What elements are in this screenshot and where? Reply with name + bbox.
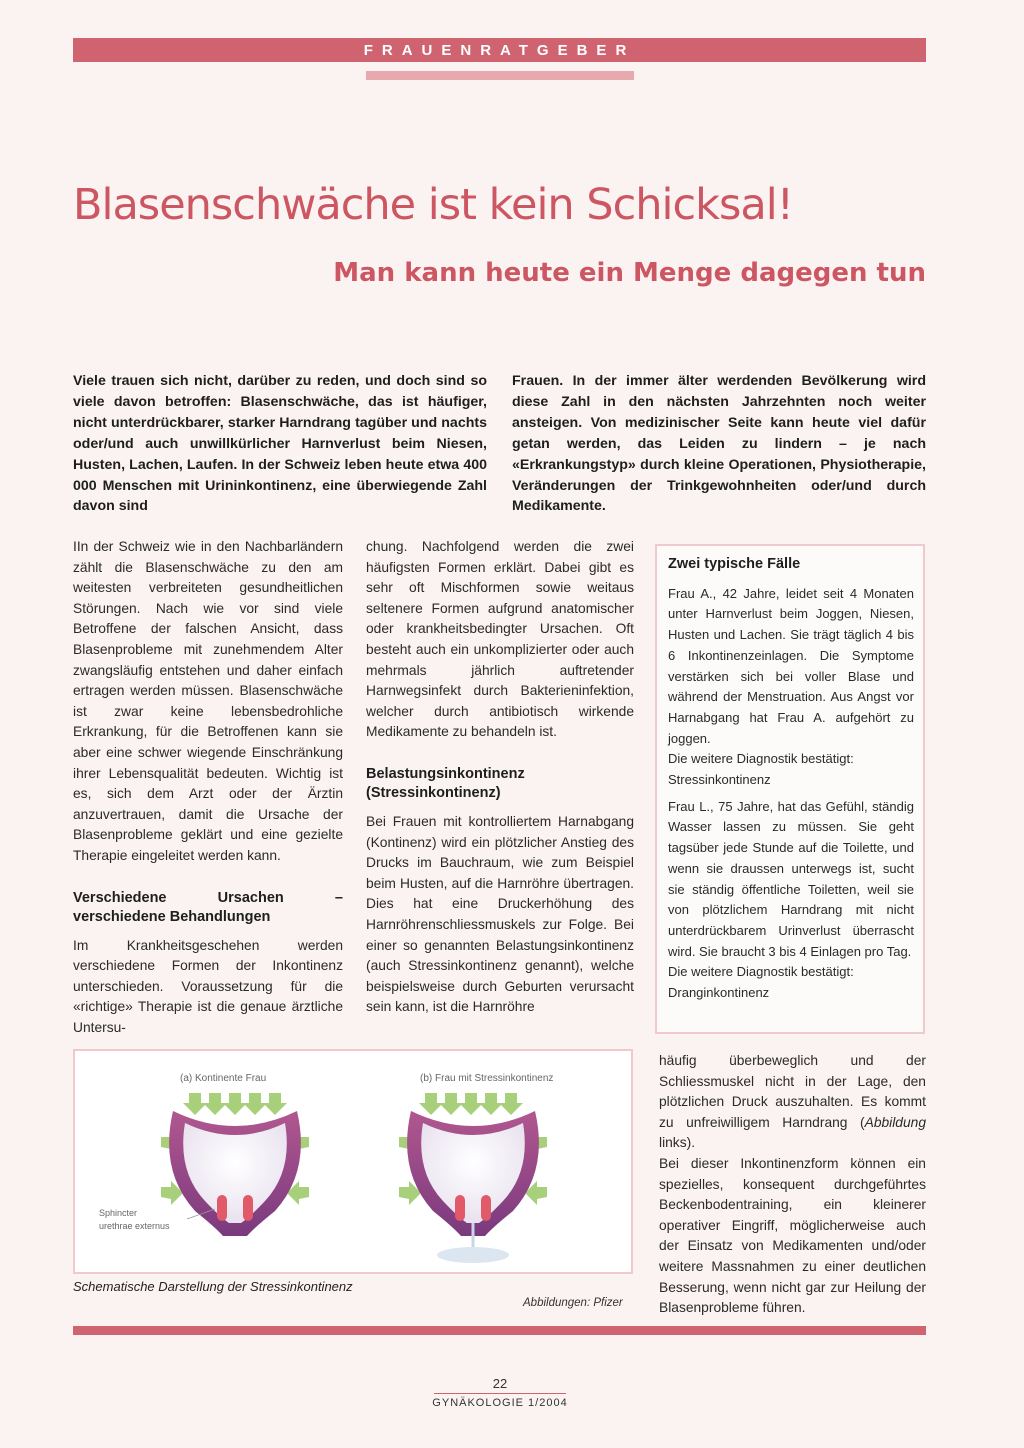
bladder-illustration: [75, 1051, 631, 1272]
figure-caption: Schematische Darstellung der Stressinkontinenz: [73, 1279, 353, 1294]
section-header-bar: [73, 38, 926, 62]
text-run: links).: [659, 1135, 696, 1151]
section-heading: Belastungsinkontinenz (Stressinkontinenz): [366, 765, 525, 801]
footer-divider: [434, 1393, 566, 1394]
case-text: Frau L., 75 Jahre, hat das Gefühl, ständig Wasser lassen zu müssen. Sie geht tagsüber jede Stunde auf die Toilette, und wenn sie draussen unterwegs ist, sucht sie ständig öffentliche Toiletten, weil sie von plötzlichem Harndrang mit nicht unterdrückbarem Urinverlust überrascht wird. Sie braucht 3 bis 4 Einlagen pro Tag.: [668, 798, 914, 959]
stress-incontinence-bladder-diagram: [399, 1093, 547, 1263]
bladder-figure: [73, 1049, 633, 1274]
diagnosis-label: Die weitere Diagnostik bestätigt:: [668, 751, 854, 767]
article-subtitle: Man kann heute ein Menge dagegen tun: [333, 258, 926, 288]
sphincter-label-1: Sphincter: [99, 1208, 138, 1218]
page-number: 22: [492, 1376, 508, 1391]
body-paragraph: chung. Nachfolgend werden die zwei häufigsten Formen erklärt. Dabei gibt es sehr oft Mischformen sowie weitaus seltenere Formen aufgrund anatomischer oder krankheitsbedingter Ursachen. Oft besteht auch ein unkomplizierter oder auch mehrmals jährlich auftretender Harnwegsinfekt durch Bakterieninfektion, welcher durch antibiotisch wirkende Medikamente zu behandeln ist.: [366, 539, 634, 740]
footer-bar: [73, 1326, 926, 1335]
body-column-3: [659, 1051, 926, 1319]
article-title: Blasenschwäche ist kein Schicksal!: [73, 180, 793, 230]
text-run: häufig überbeweglich und der Schliessmuskel nicht in der Lage, den plötzlichen Druck auszuhalten. Es kommt zu unfreiwilligem Harndrang (: [659, 1053, 926, 1130]
figure-credit: Abbildungen: Pfizer: [523, 1297, 623, 1309]
diagnosis-result: Dranginkontinenz: [668, 985, 770, 1001]
body-paragraph: Bei Frauen mit kontrolliertem Harnabgang (Kontinenz) wird ein plötzlicher Anstieg des Drucks im Bauchraum, wie zum Beispiel beim Husten, auf die Harnröhre übertragen. Dies hat eine Druckerhöhung des Harnröhrenschliessmuskels zur Folge. Bei einer so genannten Belastungsinkontinenz (auch Stressinkontinenz genannt), welche beispielsweise durch Geburten verursacht sein kann, ist die Harnröhre: [366, 813, 634, 1015]
header-accent-bar: [366, 71, 634, 80]
body-column-1: [73, 537, 343, 1038]
body-paragraph: IIn der Schweiz wie in den Nachbarländern zählt die Blasenschwäche zu den am weitesten verbreiteten gesundheitlichen Störungen. Nach wie vor sind viele Betroffene der falschen Ansicht, dass Blasenprobleme mit zunehmendem Alter zwangsläufig entstehen und daher einfach ertragen werden müssen. Blasenschwäche ist zwar keine lebensbedrohliche Erkrankung, für die Betroffenen kann sie aber eine schwer wiegende Einschränkung ihrer Lebensqualität bedeuten. Wichtig ist es, sich dem Arzt oder der Ärztin anzuvertrauen, damit die Ursache der Blasenprobleme geklärt und eine gezielte Therapie eingeleitet werden kann.: [73, 539, 343, 863]
emphasis-text: Abbildung: [864, 1114, 926, 1130]
sphincter-label-2: urethrae externus: [99, 1221, 170, 1231]
case-text: Frau A., 42 Jahre, leidet seit 4 Monaten unter Harnverlust beim Joggen, Niesen, Husten und Lachen. Sie trägt täglich 4 bis 6 Inkontinenzeinlagen. Die Symptome verstärken sich bei voller Blase und während der Menstruation. Aus Angst vor Harnabgang hat Frau A. aufgehört zu joggen.: [668, 585, 914, 746]
lead-paragraph-left: Viele trauen sich nicht, darüber zu reden, und doch sind so viele davon betroffen: Blasenschwäche, das ist häufiger, nicht unterdrückbarer, starker Harndrang tagüber und nachts oder/und auch unwillkürlicher Harnverlust beim Niesen, Husten, Lachen, Laufen. In der Schweiz leben heute etwa 400 000 Menschen mit Urininkontinenz, eine überwiegende Zahl davon sind: [73, 373, 487, 515]
body-paragraph: [659, 1051, 926, 1154]
case-sidebox: [655, 544, 925, 1034]
sidebox-title: Zwei typische Fälle: [668, 556, 801, 572]
lead-paragraph-right: Frauen. In der immer älter werdenden Bevölkerung wird diese Zahl in den nächsten Jahrzehnten noch weiter ansteigen. Von medizinischer Seite kann heute viel dafür getan werden, das Leiden zu lindern – je nach «Erkrankungstyp» durch kleine Operationen, Physiotherapie, Veränderungen der Trinkgewohnheiten oder/und durch Medikamente.: [512, 373, 926, 515]
section-heading: Verschiedene Ursachen – verschiedene Behandlungen: [73, 889, 343, 925]
body-paragraph: Bei dieser Inkontinenzform können ein spezielles, konsequent durchgeführtes Beckenbodentraining, ein kleinerer operativer Eingriff, möglicherweise auch der Einsatz von Medikamenten und/oder weitere Massnahmen zu einer deutlichen Besserung, wenn nicht gar zur Heilung der Blasenprobleme führen.: [659, 1155, 926, 1316]
diagnosis-label: Die weitere Diagnostik bestätigt:: [668, 964, 854, 980]
figure-label-b: (b) Frau mit Stressinkontinenz: [420, 1073, 554, 1084]
body-paragraph: Im Krankheitsgeschehen werden verschiedene Formen der Inkontinenz unterschieden. Voraussetzung für die «richtige» Therapie ist die genaue ärztliche Untersu-: [73, 937, 343, 1035]
figure-label-a: (a) Kontinente Frau: [180, 1073, 267, 1084]
journal-name: GYNÄKOLOGIE 1/2004: [432, 1397, 568, 1409]
section-label: FRAUENRATGEBER: [363, 41, 636, 59]
continent-bladder-diagram: [99, 1093, 309, 1236]
body-column-2: [366, 537, 634, 1018]
diagnosis-result: Stressinkontinenz: [668, 772, 771, 788]
